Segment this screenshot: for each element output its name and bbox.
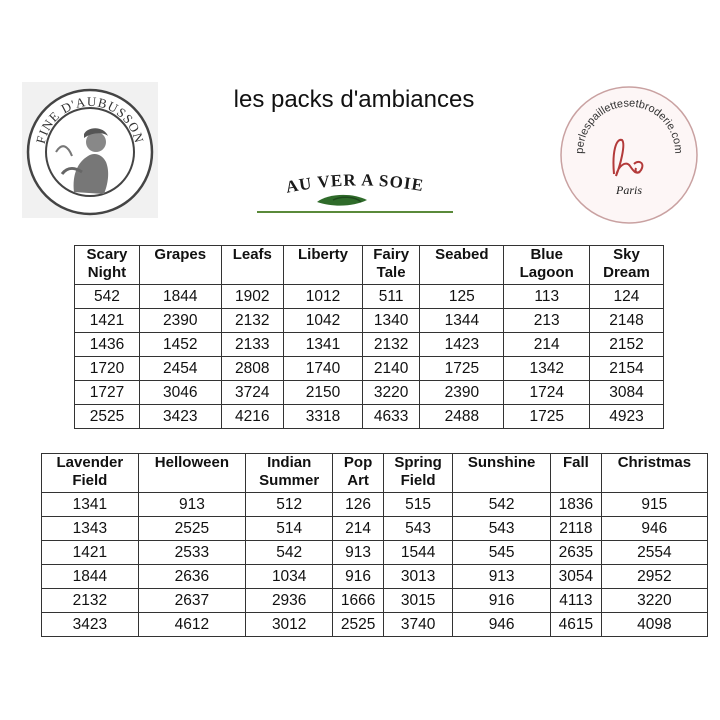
table-cell: 515: [383, 493, 452, 517]
table-cell: 126: [333, 493, 384, 517]
column-header: Leafs: [221, 246, 283, 285]
ambiance-table-1: [74, 245, 664, 429]
table-cell: 542: [246, 541, 333, 565]
table-cell: 542: [75, 285, 140, 309]
column-header: Fall: [551, 454, 602, 493]
table-cell: 913: [138, 493, 245, 517]
column-header: Lavender Field: [42, 454, 139, 493]
table-cell: 1421: [75, 309, 140, 333]
table-cell: 2454: [139, 357, 221, 381]
table-cell: 4923: [589, 405, 663, 429]
table-header-row: [42, 454, 708, 493]
table-cell: 4612: [138, 613, 245, 637]
table-cell: 2637: [138, 589, 245, 613]
table-cell: 2808: [221, 357, 283, 381]
table-cell: 916: [333, 565, 384, 589]
perles-city-text: Paris: [615, 183, 643, 197]
table-cell: 2118: [551, 517, 602, 541]
table-cell: 3013: [383, 565, 452, 589]
table-cell: 2636: [138, 565, 245, 589]
column-header: Blue Lagoon: [504, 246, 590, 285]
table-cell: 4113: [551, 589, 602, 613]
table-cell: 3054: [551, 565, 602, 589]
table-cell: 1034: [246, 565, 333, 589]
table-cell: 915: [601, 493, 707, 517]
table-cell: 2488: [420, 405, 504, 429]
table-cell: 214: [504, 333, 590, 357]
table-cell: 4633: [363, 405, 420, 429]
column-header: Pop Art: [333, 454, 384, 493]
table-cell: 1720: [75, 357, 140, 381]
table-cell: 511: [363, 285, 420, 309]
table-cell: 2150: [283, 381, 362, 405]
table-cell: 2390: [139, 309, 221, 333]
table-cell: 2133: [221, 333, 283, 357]
column-header: Grapes: [139, 246, 221, 285]
table-cell: 913: [333, 541, 384, 565]
svg-text:AU VER A SOIE: [284, 170, 425, 196]
page-title-text: les packs d'ambiances: [233, 86, 475, 113]
table-row: [75, 381, 664, 405]
column-header: Fairy Tale: [363, 246, 420, 285]
table-cell: 1844: [139, 285, 221, 309]
table-cell: 2132: [42, 589, 139, 613]
table-cell: 2132: [221, 309, 283, 333]
table-cell: 543: [383, 517, 452, 541]
table-row: [42, 517, 708, 541]
column-header: Sunshine: [453, 454, 551, 493]
perles-url-text: perlespaillettesetbroderie.com: [573, 97, 685, 155]
table-row: [42, 613, 708, 637]
table-cell: 1343: [42, 517, 139, 541]
table-cell: 2525: [333, 613, 384, 637]
table-row: [42, 565, 708, 589]
table-row: [42, 493, 708, 517]
table-cell: 1544: [383, 541, 452, 565]
table-cell: 946: [601, 517, 707, 541]
table-cell: 3084: [589, 381, 663, 405]
table-cell: 125: [420, 285, 504, 309]
table-cell: 1042: [283, 309, 362, 333]
table-cell: 545: [453, 541, 551, 565]
table-cell: 1012: [283, 285, 362, 309]
table-cell: 3423: [139, 405, 221, 429]
table-cell: 2154: [589, 357, 663, 381]
table-cell: 1724: [504, 381, 590, 405]
au-ver-a-soie-emblem: [255, 160, 455, 220]
table-cell: 3423: [42, 613, 139, 637]
table-cell: 543: [453, 517, 551, 541]
column-header: Helloween: [138, 454, 245, 493]
table-cell: 3015: [383, 589, 452, 613]
table-cell: 1725: [420, 357, 504, 381]
table-cell: 3220: [601, 589, 707, 613]
table-cell: 2152: [589, 333, 663, 357]
table-row: [75, 309, 664, 333]
table-cell: 214: [333, 517, 384, 541]
table-cell: 512: [246, 493, 333, 517]
table-cell: 946: [453, 613, 551, 637]
table-cell: 1423: [420, 333, 504, 357]
table-cell: 2525: [138, 517, 245, 541]
table-cell: 514: [246, 517, 333, 541]
ambiance-table-2: [41, 453, 708, 637]
perles-paillettes-logo: [556, 82, 702, 228]
table-cell: 2132: [363, 333, 420, 357]
table-cell: 1436: [75, 333, 140, 357]
table-cell: 2936: [246, 589, 333, 613]
table-cell: 113: [504, 285, 590, 309]
table-cell: 4098: [601, 613, 707, 637]
column-header: Scary Night: [75, 246, 140, 285]
table-cell: 1725: [504, 405, 590, 429]
table-cell: 913: [453, 565, 551, 589]
table-cell: 3220: [363, 381, 420, 405]
table-cell: 2140: [363, 357, 420, 381]
table-cell: 2554: [601, 541, 707, 565]
table-header-row: [75, 246, 664, 285]
table-cell: 3012: [246, 613, 333, 637]
table-cell: 1727: [75, 381, 140, 405]
table-cell: 1902: [221, 285, 283, 309]
table-cell: 1666: [333, 589, 384, 613]
column-header: Sky Dream: [589, 246, 663, 285]
table-cell: 4615: [551, 613, 602, 637]
au-ver-a-soie-logo: [255, 160, 455, 220]
table-cell: 1740: [283, 357, 362, 381]
table-cell: 1836: [551, 493, 602, 517]
table-cell: 2533: [138, 541, 245, 565]
table-cell: 4216: [221, 405, 283, 429]
table-cell: 2148: [589, 309, 663, 333]
table-cell: 1452: [139, 333, 221, 357]
table-cell: 2390: [420, 381, 504, 405]
table-row: [75, 405, 664, 429]
table-cell: 1341: [283, 333, 362, 357]
table-cell: 1344: [420, 309, 504, 333]
table-cell: 1341: [42, 493, 139, 517]
column-header: Christmas: [601, 454, 707, 493]
table-cell: 3724: [221, 381, 283, 405]
table-cell: 3046: [139, 381, 221, 405]
table-cell: 3740: [383, 613, 452, 637]
table-row: [75, 357, 664, 381]
fine-daubusson-text: FINE D'AUBUSSON: [32, 93, 148, 146]
table-cell: 1340: [363, 309, 420, 333]
column-header: Liberty: [283, 246, 362, 285]
table-cell: 916: [453, 589, 551, 613]
column-header: Spring Field: [383, 454, 452, 493]
table-cell: 1844: [42, 565, 139, 589]
table-row: [42, 589, 708, 613]
au-ver-a-soie-text: AU VER A SOIE: [284, 170, 426, 197]
table-cell: 542: [453, 493, 551, 517]
table-row: [75, 333, 664, 357]
table-cell: 1342: [504, 357, 590, 381]
table-cell: 213: [504, 309, 590, 333]
table-row: [42, 541, 708, 565]
table-cell: 2952: [601, 565, 707, 589]
table-row: [75, 285, 664, 309]
perles-paillettes-emblem: [556, 82, 702, 228]
table-cell: 2525: [75, 405, 140, 429]
column-header: Indian Summer: [246, 454, 333, 493]
table-cell: 2635: [551, 541, 602, 565]
column-header: Seabed: [420, 246, 504, 285]
table-cell: 3318: [283, 405, 362, 429]
table-cell: 124: [589, 285, 663, 309]
table-cell: 1421: [42, 541, 139, 565]
